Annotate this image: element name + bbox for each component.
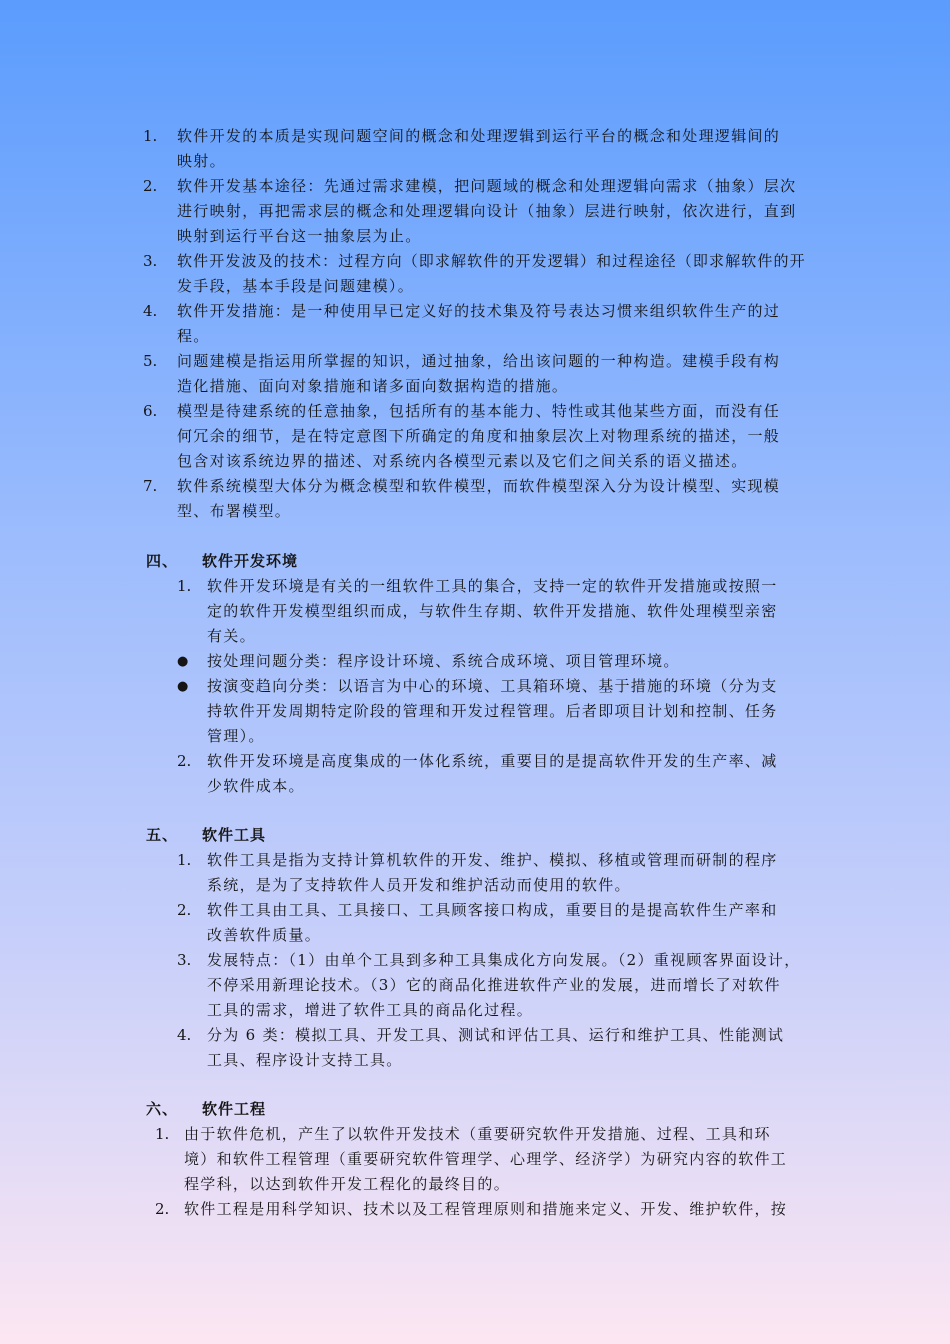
list-item-text: 定的软件开发模型组织而成，与软件生存期、软件开发措施、软件处理模型亲密 bbox=[207, 602, 778, 620]
bullet-icon: ● bbox=[177, 679, 189, 694]
list-number: 1. bbox=[143, 127, 158, 145]
list-item-text: 模型是待建系统的任意抽象，包括所有的基本能力、特性或其他某些方面，而没有任 bbox=[177, 402, 781, 420]
list-item-text: 持软件开发周期特定阶段的管理和开发过程管理。后者即项目计划和控制、任务 bbox=[207, 702, 778, 720]
list-item-text: 何冗余的细节，是在特定意图下所确定的角度和抽象层次上对物理系统的描述，一般 bbox=[177, 427, 781, 445]
list-item-text: 映射。 bbox=[177, 152, 226, 170]
list-item-text: 境）和软件工程管理（重要研究软件管理学、心理学、经济学）为研究内容的软件工 bbox=[184, 1150, 788, 1168]
list-number: 1. bbox=[155, 1125, 170, 1143]
list-item-text: 软件开发基本途径：先通过需求建模，把问题域的概念和处理逻辑向需求（抽象）层次 bbox=[177, 177, 797, 195]
list-item-text: 映射到运行平台这一抽象层为止。 bbox=[177, 227, 422, 245]
list-item-text: 有关。 bbox=[207, 627, 256, 645]
list-item-text: 发展特点：（1）由单个工具到多种工具集成化方向发展。（2）重视顾客界面设计， bbox=[207, 951, 801, 969]
list-item-text: 软件开发波及的技术：过程方向（即求解软件的开发逻辑）和过程途径（即求解软件的开 bbox=[177, 252, 806, 270]
list-number: 4. bbox=[177, 1026, 192, 1044]
list-item-text: 不停采用新理论技术。（3）它的商品化推进软件产业的发展，进而增长了对软件 bbox=[207, 976, 781, 994]
bullet-icon: ● bbox=[177, 654, 189, 669]
list-item-text: 问题建模是指运用所掌握的知识，通过抽象，给出该问题的一种构造。建模手段有构 bbox=[177, 352, 781, 370]
list-item-text: 工具的需求，增进了软件工具的商品化过程。 bbox=[207, 1001, 534, 1019]
list-number: 2. bbox=[155, 1200, 170, 1218]
list-item-text: 工具、程序设计支持工具。 bbox=[207, 1051, 403, 1069]
list-item-text: 软件开发的本质是实现问题空间的概念和处理逻辑到运行平台的概念和处理逻辑间的 bbox=[177, 127, 781, 145]
list-item-text: 分为 6 类：模拟工具、开发工具、测试和评估工具、运行和维护工具、性能测试 bbox=[207, 1026, 785, 1044]
section-title: 软件工具 bbox=[202, 826, 267, 844]
list-item-text: 改善软件质量。 bbox=[207, 926, 322, 944]
section-title: 软件开发环境 bbox=[202, 552, 299, 570]
list-item-text: 软件开发环境是有关的一组软件工具的集合，支持一定的软件开发措施或按照一 bbox=[207, 577, 778, 595]
list-number: 2. bbox=[143, 177, 158, 195]
list-item-text: 按演变趋向分类：以语言为中心的环境、工具箱环境、基于措施的环境（分为支 bbox=[207, 677, 778, 695]
section-number: 五、 bbox=[146, 826, 179, 844]
list-number: 2. bbox=[177, 752, 192, 770]
list-item-text: 包含对该系统边界的描述、对系统内各模型元素以及它们之间关系的语义描述。 bbox=[177, 452, 748, 470]
list-item-text: 型、布署模型。 bbox=[177, 502, 292, 520]
list-item-text: 软件系统模型大体分为概念模型和软件模型，而软件模型深入分为设计模型、实现模 bbox=[177, 477, 781, 495]
list-item-text: 进行映射，再把需求层的概念和处理逻辑向设计（抽象）层进行映射，依次进行，直到 bbox=[177, 202, 797, 220]
list-number: 1. bbox=[177, 577, 192, 595]
list-item-text: 软件开发措施：是一种使用早已定义好的技术集及符号表达习惯来组织软件生产的过 bbox=[177, 302, 781, 320]
list-number: 3. bbox=[177, 951, 192, 969]
list-number: 4. bbox=[143, 302, 158, 320]
list-item-text: 程。 bbox=[177, 327, 210, 345]
list-number: 6. bbox=[143, 402, 158, 420]
list-item-text: 软件工具由工具、工具接口、工具顾客接口构成，重要目的是提高软件生产率和 bbox=[207, 901, 778, 919]
list-number: 3. bbox=[143, 252, 158, 270]
list-item-text: 系统，是为了支持软件人员开发和维护活动而使用的软件。 bbox=[207, 876, 631, 894]
list-item-text: 造化措施、面向对象措施和诸多面向数据构造的措施。 bbox=[177, 377, 569, 395]
list-item-text: 发手段，基本手段是问题建模）。 bbox=[177, 277, 415, 295]
list-item-text: 由于软件危机，产生了以软件开发技术（重要研究软件开发措施、过程、工具和环 bbox=[184, 1125, 771, 1143]
list-item-text: 程学科，以达到软件开发工程化的最终目的。 bbox=[184, 1175, 511, 1193]
list-item-text: 按处理问题分类：程序设计环境、系统合成环境、项目管理环境。 bbox=[207, 652, 680, 670]
section-number: 四、 bbox=[146, 552, 179, 570]
list-item-text: 软件工具是指为支持计算机软件的开发、维护、模拟、移植或管理而研制的程序 bbox=[207, 851, 778, 869]
list-item-text: 少软件成本。 bbox=[207, 777, 305, 795]
list-item-text: 管理）。 bbox=[207, 727, 265, 745]
list-item-text: 软件开发环境是高度集成的一体化系统，重要目的是提高软件开发的生产率、减 bbox=[207, 752, 778, 770]
list-number: 5. bbox=[143, 352, 158, 370]
list-number: 1. bbox=[177, 851, 192, 869]
list-number: 2. bbox=[177, 901, 192, 919]
section-number: 六、 bbox=[146, 1100, 179, 1118]
section-title: 软件工程 bbox=[202, 1100, 267, 1118]
list-number: 7. bbox=[143, 477, 158, 495]
list-item-text: 软件工程是用科学知识、技术以及工程管理原则和措施来定义、开发、维护软件，按 bbox=[184, 1200, 788, 1218]
